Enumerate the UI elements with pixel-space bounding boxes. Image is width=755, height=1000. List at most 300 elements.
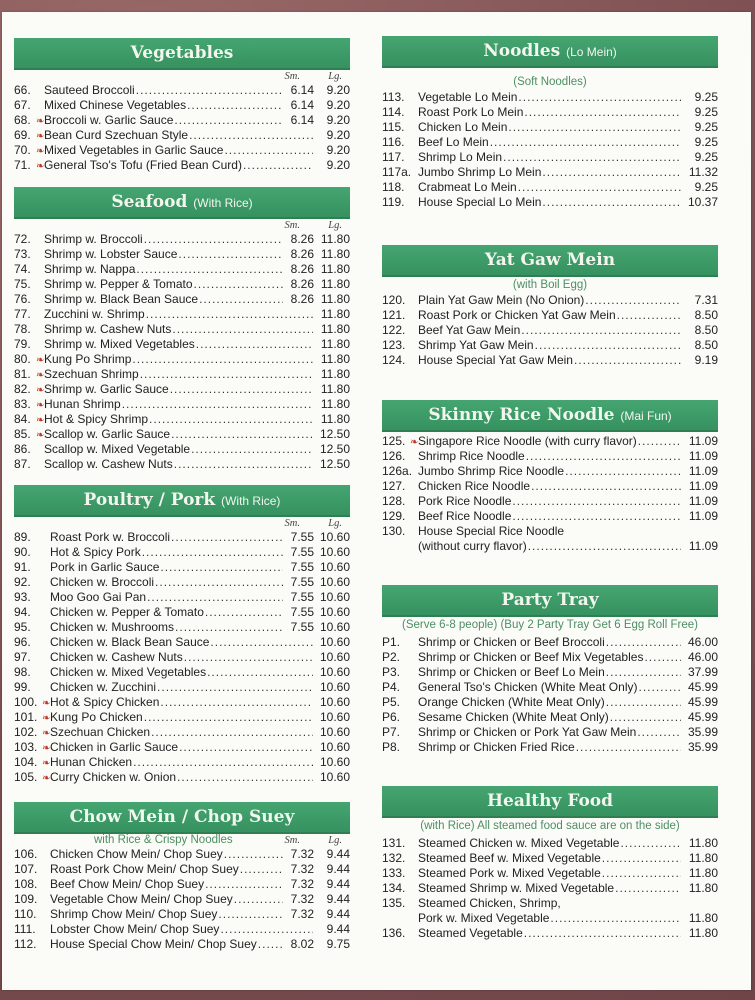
item-name: Steamed Chicken w. Mixed Vegetable bbox=[418, 836, 620, 850]
item-number: 124. bbox=[382, 353, 406, 367]
dot-leader bbox=[151, 725, 313, 740]
dot-leader bbox=[132, 352, 313, 367]
item-number: 118. bbox=[382, 180, 405, 194]
price-large: 10.60 bbox=[319, 590, 350, 604]
item-number: 122. bbox=[382, 323, 406, 337]
item-price: 9.25 bbox=[694, 105, 718, 119]
menu-item-row bbox=[14, 382, 350, 397]
dot-leader bbox=[550, 911, 681, 926]
hot-pepper-icon: ❧ bbox=[36, 161, 45, 172]
item-price: 9.25 bbox=[694, 120, 718, 134]
item-number: 80. bbox=[14, 352, 31, 366]
hot-pepper-icon: ❧ bbox=[42, 698, 51, 709]
menu-item-row bbox=[14, 307, 350, 322]
price-large: 9.44 bbox=[326, 862, 350, 876]
dot-leader bbox=[142, 545, 283, 560]
item-number: 76. bbox=[14, 292, 31, 306]
item-number: 126a. bbox=[382, 464, 413, 478]
section-noodles bbox=[382, 36, 718, 210]
item-number: 73. bbox=[14, 247, 31, 261]
item-number: 98. bbox=[14, 665, 31, 679]
menu-item-row bbox=[382, 740, 718, 755]
item-number: P7. bbox=[382, 725, 401, 739]
price-small: 8.26 bbox=[290, 292, 314, 306]
dot-leader bbox=[638, 434, 681, 449]
menu-item-row bbox=[14, 710, 350, 725]
price-large: 10.60 bbox=[319, 650, 350, 664]
item-price: 10.37 bbox=[687, 195, 718, 209]
section-title-note: (Mai Fun) bbox=[620, 409, 672, 423]
item-name: Szechuan Shrimp bbox=[44, 367, 139, 381]
item-name: Shrimp or Chicken or Beef Mix Vegetables bbox=[418, 650, 644, 664]
item-name: Zucchini w. Shrimp bbox=[44, 307, 145, 321]
hot-pepper-icon: ❧ bbox=[36, 430, 45, 441]
dot-leader bbox=[610, 710, 681, 725]
item-price: 9.25 bbox=[694, 90, 718, 104]
menu-item-row bbox=[14, 412, 350, 427]
large-label: Lg. bbox=[328, 220, 342, 231]
item-price: 8.50 bbox=[694, 308, 718, 322]
menu-page bbox=[2, 12, 751, 990]
menu-item-row bbox=[382, 165, 718, 180]
item-price: 35.99 bbox=[687, 725, 718, 739]
item-price: 37.99 bbox=[687, 665, 718, 679]
dot-leader bbox=[490, 135, 681, 150]
item-name: Chicken w. Mushrooms bbox=[50, 620, 175, 634]
item-number: 82. bbox=[14, 382, 31, 396]
section-banner bbox=[382, 786, 718, 818]
item-price: 11.80 bbox=[688, 866, 718, 880]
item-number: 90. bbox=[14, 545, 31, 559]
section-banner bbox=[382, 245, 718, 277]
item-name: Beef Lo Mein bbox=[418, 135, 489, 149]
menu-item-row-continued bbox=[382, 911, 718, 926]
price-large: 9.75 bbox=[326, 937, 350, 951]
dot-leader bbox=[187, 98, 283, 113]
item-number: 72. bbox=[14, 232, 31, 246]
hot-pepper-icon: ❧ bbox=[42, 728, 51, 739]
item-name: Crabmeat Lo Mein bbox=[418, 180, 517, 194]
dot-leader bbox=[606, 665, 681, 680]
section-vegetables bbox=[14, 38, 350, 173]
menu-item-row bbox=[382, 434, 718, 449]
dot-leader bbox=[178, 247, 283, 262]
item-number: 101. bbox=[14, 710, 38, 724]
menu-item-row bbox=[382, 135, 718, 150]
item-number: P5. bbox=[382, 695, 401, 709]
section-title: Healthy Food bbox=[486, 791, 614, 811]
item-number: 136. bbox=[382, 926, 406, 940]
small-label: Sm. bbox=[284, 71, 300, 82]
item-name: Bean Curd Szechuan Style bbox=[44, 128, 189, 142]
dot-leader bbox=[638, 680, 681, 695]
price-large: 10.60 bbox=[319, 725, 350, 739]
item-price: 11.80 bbox=[688, 836, 718, 850]
item-name: Shrimp w. Garlic Sauce bbox=[44, 382, 169, 396]
item-name: House Special Lo Mein bbox=[418, 195, 542, 209]
menu-item-row bbox=[382, 120, 718, 135]
price-large: 11.80 bbox=[320, 352, 350, 366]
item-name: Shrimp w. Mixed Vegetables bbox=[44, 337, 195, 351]
large-label: Lg. bbox=[328, 518, 342, 529]
menu-item-row bbox=[14, 247, 350, 262]
item-name: House Special Yat Gaw Mein bbox=[418, 353, 573, 367]
item-number: 83. bbox=[14, 397, 31, 411]
item-price: 45.99 bbox=[687, 695, 718, 709]
item-name: Chicken w. Pepper & Tomato bbox=[50, 605, 204, 619]
item-price: 46.00 bbox=[687, 635, 718, 649]
price-large: 9.20 bbox=[326, 83, 350, 97]
small-label: Sm. bbox=[284, 835, 300, 846]
menu-item-row bbox=[382, 881, 718, 896]
item-name: Shrimp w. Pepper & Tomato bbox=[44, 277, 193, 291]
price-large: 10.60 bbox=[319, 560, 350, 574]
menu-item-row bbox=[14, 665, 350, 680]
menu-item-row bbox=[382, 650, 718, 665]
item-number: 121. bbox=[382, 308, 406, 322]
item-number: 109. bbox=[14, 892, 38, 906]
price-large: 9.20 bbox=[326, 143, 350, 157]
item-number: 129. bbox=[382, 509, 406, 523]
item-number: 127. bbox=[382, 479, 406, 493]
item-name: Shrimp Yat Gaw Mein bbox=[418, 338, 534, 352]
item-name: Scallop w. Mixed Vegetable bbox=[44, 442, 191, 456]
menu-item-row bbox=[382, 195, 718, 210]
item-name: Shrimp or Chicken or Beef Broccoli bbox=[418, 635, 605, 649]
item-name: Chicken w. Broccoli bbox=[50, 575, 155, 589]
menu-item-row bbox=[14, 922, 350, 937]
item-price: 11.09 bbox=[688, 464, 718, 478]
item-number: 105. bbox=[14, 770, 38, 784]
dot-leader bbox=[526, 449, 681, 464]
menu-item-row bbox=[382, 479, 718, 494]
item-name: General Tso's Tofu (Fried Bean Curd) bbox=[44, 158, 242, 172]
menu-item-row bbox=[14, 740, 350, 755]
item-name: Shrimp or Chicken or Pork Yat Gaw Mein bbox=[418, 725, 637, 739]
dot-leader bbox=[160, 695, 313, 710]
item-name: Shrimp Chow Mein/ Chop Suey bbox=[50, 907, 218, 921]
menu-item-row bbox=[382, 308, 718, 323]
menu-item-row bbox=[382, 353, 718, 368]
item-number: 132. bbox=[382, 851, 406, 865]
item-name-line2: Pork w. Mixed Vegetable bbox=[418, 911, 550, 925]
item-number: 69. bbox=[14, 128, 31, 142]
hot-pepper-icon: ❧ bbox=[36, 370, 45, 381]
dot-leader bbox=[220, 922, 313, 937]
item-number: P3. bbox=[382, 665, 401, 679]
item-number: 103. bbox=[14, 740, 38, 754]
price-small: 6.14 bbox=[290, 83, 314, 97]
menu-item-row bbox=[382, 836, 718, 851]
menu-item-row bbox=[382, 851, 718, 866]
price-large: 10.60 bbox=[319, 710, 350, 724]
price-large: 11.80 bbox=[320, 397, 350, 411]
small-label: Sm. bbox=[284, 220, 300, 231]
price-large: 10.60 bbox=[319, 665, 350, 679]
menu-item-row bbox=[14, 575, 350, 590]
dot-leader bbox=[122, 397, 313, 412]
dot-leader bbox=[528, 539, 681, 554]
price-small: 7.32 bbox=[290, 907, 314, 921]
item-price: 8.50 bbox=[694, 338, 718, 352]
price-small: 8.02 bbox=[290, 937, 314, 951]
section-title: Vegetables bbox=[130, 43, 234, 63]
item-number: P4. bbox=[382, 680, 401, 694]
dot-leader bbox=[199, 292, 283, 307]
section-banner bbox=[382, 400, 718, 432]
menu-item-row bbox=[382, 464, 718, 479]
price-large: 10.60 bbox=[319, 605, 350, 619]
item-name: Beef Chow Mein/ Chop Suey bbox=[50, 877, 205, 891]
dot-leader bbox=[174, 457, 313, 472]
item-number: 123. bbox=[382, 338, 406, 352]
menu-item-row bbox=[14, 457, 350, 472]
dot-leader bbox=[224, 143, 313, 158]
menu-item-row bbox=[14, 367, 350, 382]
price-small: 6.14 bbox=[290, 98, 314, 112]
dot-leader bbox=[189, 128, 313, 143]
item-number: 113. bbox=[382, 90, 405, 104]
item-name: Beef Yat Gaw Mein bbox=[418, 323, 521, 337]
item-price: 11.80 bbox=[688, 851, 718, 865]
item-number: 74. bbox=[14, 262, 31, 276]
hot-pepper-icon: ❧ bbox=[410, 437, 419, 448]
dot-leader bbox=[503, 150, 681, 165]
dot-leader bbox=[144, 232, 283, 247]
item-number: 111. bbox=[14, 922, 36, 936]
item-number: 95. bbox=[14, 620, 31, 634]
section-subtitle: (With Rice) bbox=[221, 494, 281, 508]
menu-item-row bbox=[14, 352, 350, 367]
item-name: Scallop w. Cashew Nuts bbox=[44, 457, 173, 471]
price-large: 12.50 bbox=[319, 442, 350, 456]
item-number: 135. bbox=[382, 896, 406, 910]
dot-leader bbox=[644, 650, 681, 665]
price-large: 11.80 bbox=[320, 262, 350, 276]
item-price: 11.09 bbox=[688, 434, 718, 448]
dot-leader bbox=[565, 464, 681, 479]
item-number: 125. bbox=[382, 434, 406, 448]
dot-leader bbox=[637, 725, 681, 740]
section-title-note: (Lo Mein) bbox=[566, 45, 617, 59]
price-large: 10.60 bbox=[319, 755, 350, 769]
item-list bbox=[14, 83, 350, 173]
dot-leader bbox=[585, 293, 681, 308]
menu-item-row bbox=[14, 605, 350, 620]
item-number: 93. bbox=[14, 590, 31, 604]
price-small: 7.32 bbox=[290, 877, 314, 891]
dot-leader bbox=[518, 90, 681, 105]
item-number: 97. bbox=[14, 650, 31, 664]
item-name: Steamed Shrimp w. Mixed Vegetable bbox=[418, 881, 615, 895]
menu-item-row bbox=[14, 113, 350, 128]
dot-leader bbox=[606, 635, 681, 650]
item-name: Kung Po Chicken bbox=[50, 710, 143, 724]
item-number: 78. bbox=[14, 322, 31, 336]
item-name: Kung Po Shrimp bbox=[44, 352, 132, 366]
section-subtitle: (Soft Noodles) bbox=[513, 76, 587, 88]
dot-leader bbox=[184, 650, 313, 665]
price-small: 7.55 bbox=[290, 620, 314, 634]
item-number: 84. bbox=[14, 412, 31, 426]
item-price: 11.80 bbox=[688, 881, 718, 895]
dot-leader bbox=[576, 740, 681, 755]
price-large: 10.60 bbox=[319, 695, 350, 709]
dot-leader bbox=[194, 277, 283, 292]
item-price: 11.09 bbox=[688, 479, 718, 493]
price-large: 10.60 bbox=[319, 635, 350, 649]
item-price: 11.80 bbox=[688, 911, 718, 925]
item-list bbox=[382, 293, 718, 368]
item-name: Hot & Spicy Chicken bbox=[50, 695, 160, 709]
item-name: Plain Yat Gaw Mein (No Onion) bbox=[418, 293, 585, 307]
price-large: 10.60 bbox=[319, 575, 350, 589]
item-name: Pork in Garlic Sauce bbox=[50, 560, 160, 574]
item-name: Shrimp w. Cashew Nuts bbox=[44, 322, 172, 336]
menu-item-row bbox=[382, 680, 718, 695]
price-small: 7.55 bbox=[290, 530, 314, 544]
item-price: 9.25 bbox=[694, 135, 718, 149]
menu-item-row bbox=[14, 770, 350, 785]
dot-leader bbox=[617, 308, 681, 323]
menu-item-row bbox=[382, 926, 718, 941]
price-large: 11.80 bbox=[320, 367, 350, 381]
item-name: Steamed Vegetable bbox=[418, 926, 523, 940]
item-list bbox=[382, 90, 718, 210]
item-name: Vegetable Lo Mein bbox=[418, 90, 518, 104]
price-large: 9.20 bbox=[326, 128, 350, 142]
price-small: 7.55 bbox=[290, 590, 314, 604]
dot-leader bbox=[512, 509, 681, 524]
item-price: 11.09 bbox=[688, 539, 718, 553]
price-large: 11.80 bbox=[320, 292, 350, 306]
item-name: Shrimp Lo Mein bbox=[418, 150, 503, 164]
dot-leader bbox=[147, 590, 283, 605]
item-price: 11.09 bbox=[688, 509, 718, 523]
section-poultry-pork bbox=[14, 485, 350, 785]
section-subtitle: (with Rice) All steamed food sauce are on the side) bbox=[420, 820, 680, 832]
price-large: 10.60 bbox=[319, 530, 350, 544]
item-number: 128. bbox=[382, 494, 406, 508]
item-number: P2. bbox=[382, 650, 401, 664]
item-name: Szechuan Chicken bbox=[50, 725, 151, 739]
item-name: Mixed Vegetables in Garlic Sauce bbox=[44, 143, 224, 157]
item-name: Shrimp w. Nappa bbox=[44, 262, 136, 276]
section-title: Noodles bbox=[483, 41, 561, 61]
item-number: 70. bbox=[14, 143, 31, 157]
item-name: Chicken w. Zucchini bbox=[50, 680, 157, 694]
large-label: Lg. bbox=[328, 71, 342, 82]
item-number: 131. bbox=[382, 836, 406, 850]
dot-leader bbox=[191, 442, 313, 457]
menu-item-row bbox=[382, 695, 718, 710]
price-large: 9.20 bbox=[326, 113, 350, 127]
item-list bbox=[14, 847, 350, 952]
dot-leader bbox=[518, 180, 681, 195]
dot-leader bbox=[174, 113, 283, 128]
menu-item-row bbox=[14, 907, 350, 922]
item-number: 77. bbox=[14, 307, 31, 321]
menu-item-row bbox=[14, 680, 350, 695]
item-price: 11.32 bbox=[688, 165, 718, 179]
item-name: Steamed Pork w. Mixed Vegetable bbox=[418, 866, 601, 880]
dot-leader bbox=[258, 937, 283, 952]
menu-item-row bbox=[382, 710, 718, 725]
menu-item-row bbox=[382, 449, 718, 464]
hot-pepper-icon: ❧ bbox=[42, 773, 51, 784]
menu-item-row bbox=[14, 937, 350, 952]
menu-item-row bbox=[14, 158, 350, 173]
item-name-line2: (without curry flavor) bbox=[418, 539, 527, 553]
item-number: P6. bbox=[382, 710, 401, 724]
item-name: Hot & Spicy Pork bbox=[50, 545, 141, 559]
dot-leader bbox=[620, 836, 681, 851]
price-large: 9.44 bbox=[326, 922, 350, 936]
dot-leader bbox=[207, 665, 313, 680]
menu-item-row bbox=[14, 232, 350, 247]
price-large: 11.80 bbox=[320, 382, 350, 396]
item-name: Shrimp or Chicken Fried Rice bbox=[418, 740, 575, 754]
item-number: 134. bbox=[382, 881, 406, 895]
menu-item-row bbox=[14, 337, 350, 352]
dot-leader bbox=[606, 695, 681, 710]
item-number: 114. bbox=[382, 105, 405, 119]
price-large: 11.80 bbox=[320, 412, 350, 426]
section-party-tray bbox=[382, 585, 718, 755]
item-name: Chicken w. Mixed Vegetables bbox=[50, 665, 207, 679]
price-large: 12.50 bbox=[319, 457, 350, 471]
menu-item-row bbox=[14, 725, 350, 740]
section-banner bbox=[14, 802, 350, 834]
dot-leader bbox=[157, 680, 313, 695]
price-large: 9.44 bbox=[326, 892, 350, 906]
size-header bbox=[14, 834, 350, 847]
item-name: Vegetable Chow Mein/ Chop Suey bbox=[50, 892, 233, 906]
item-name: Shrimp Rice Noodle bbox=[418, 449, 525, 463]
item-number: 108. bbox=[14, 877, 38, 891]
item-number: 67. bbox=[14, 98, 31, 112]
dot-leader bbox=[144, 710, 313, 725]
menu-item-row bbox=[14, 128, 350, 143]
menu-item-row bbox=[14, 442, 350, 457]
item-number: 120. bbox=[382, 293, 406, 307]
menu-item-row bbox=[382, 509, 718, 524]
item-number: 133. bbox=[382, 866, 406, 880]
item-name: Shrimp w. Black Bean Sauce bbox=[44, 292, 199, 306]
section-banner bbox=[14, 187, 350, 219]
item-price: 35.99 bbox=[687, 740, 718, 754]
dot-leader bbox=[531, 479, 681, 494]
item-number: 117a. bbox=[382, 165, 412, 179]
menu-item-row bbox=[14, 560, 350, 575]
item-name: Chicken w. Cashew Nuts bbox=[50, 650, 183, 664]
size-header bbox=[14, 70, 350, 83]
menu-item-row bbox=[382, 896, 718, 911]
price-large: 10.60 bbox=[319, 620, 350, 634]
menu-item-row bbox=[14, 755, 350, 770]
item-price: 9.25 bbox=[694, 150, 718, 164]
small-label: Sm. bbox=[284, 518, 300, 529]
item-number: 89. bbox=[14, 530, 31, 544]
item-number: 91. bbox=[14, 560, 31, 574]
item-number: 68. bbox=[14, 113, 31, 127]
dot-leader bbox=[243, 158, 313, 173]
menu-item-row-continued bbox=[382, 539, 718, 554]
item-name: Roast Pork or Chicken Yat Gaw Mein bbox=[418, 308, 616, 322]
hot-pepper-icon: ❧ bbox=[42, 713, 51, 724]
item-name: Jumbo Shrimp Rice Noodle bbox=[418, 464, 565, 478]
item-number: 126. bbox=[382, 449, 406, 463]
